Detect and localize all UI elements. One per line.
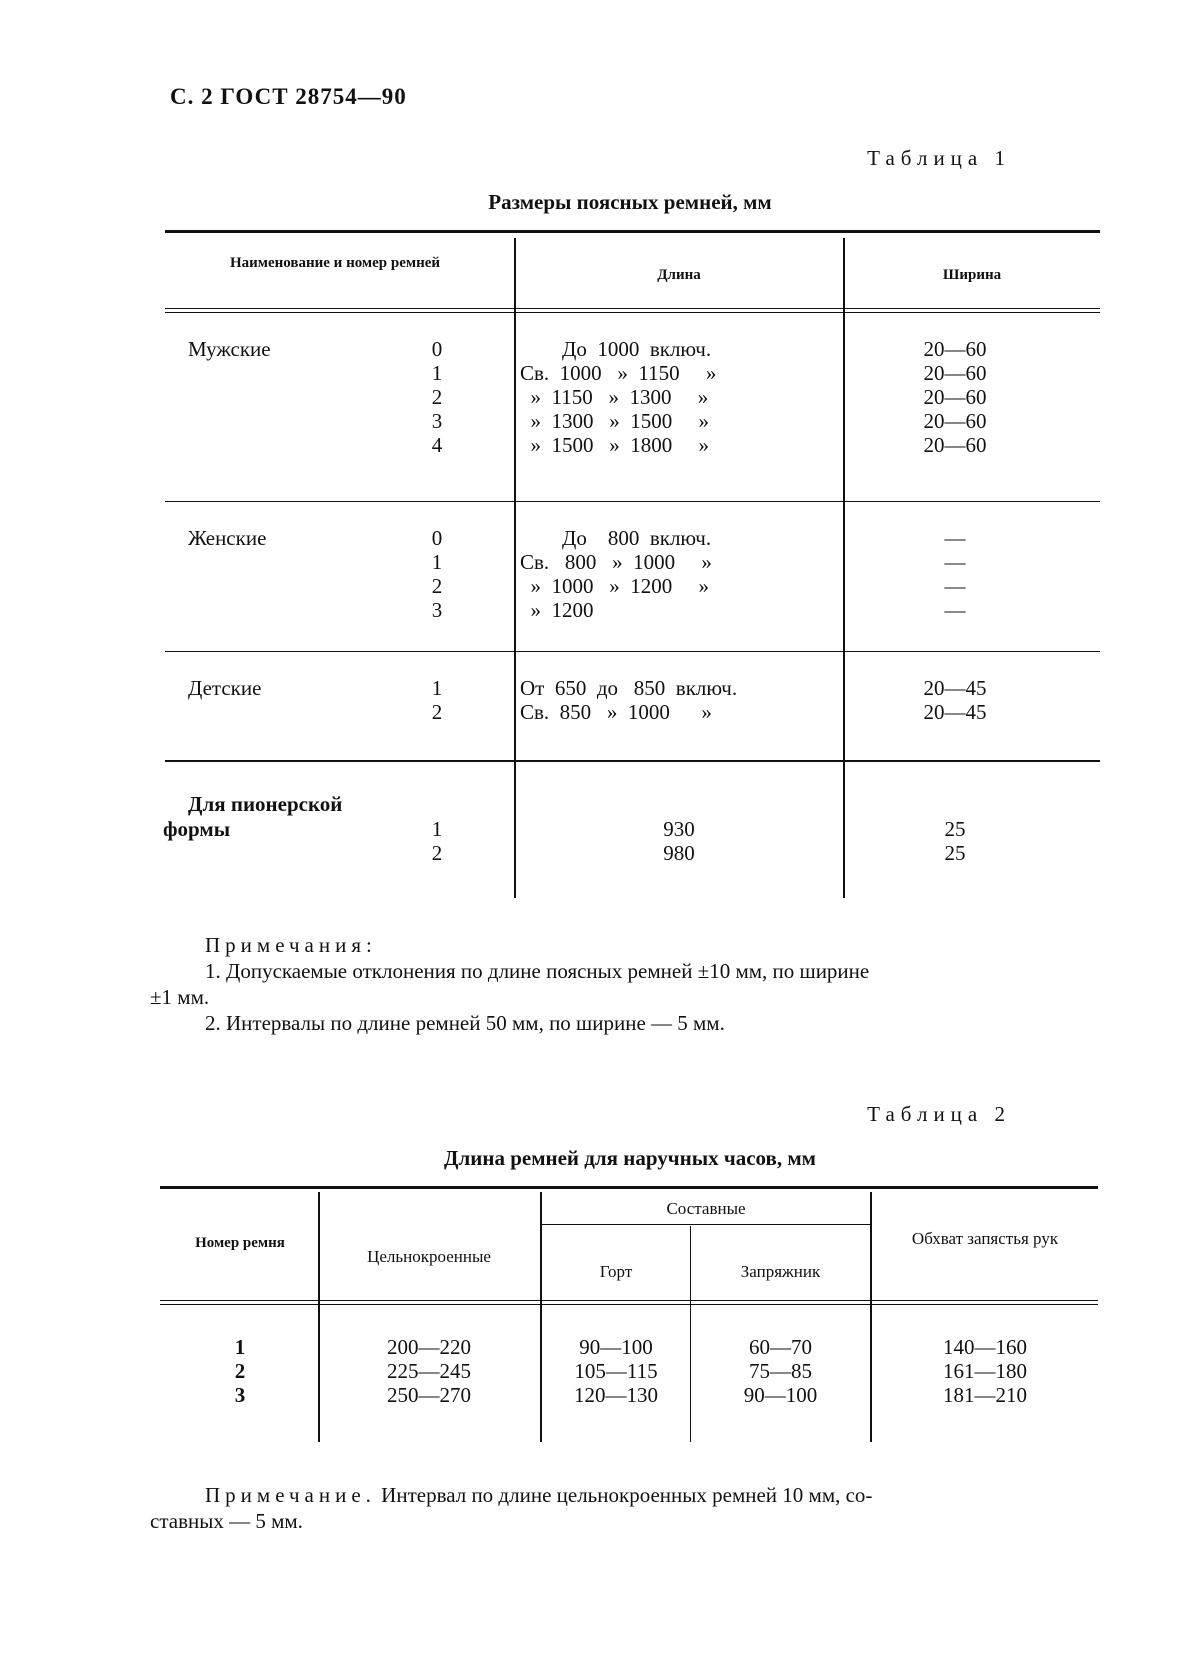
table2-header-number: Номер ремня (195, 1235, 285, 1251)
row-wrist: 161—180 (943, 1359, 1027, 1383)
group-widths-mens (900, 337, 1010, 457)
table1-col-divider (843, 238, 845, 898)
table2-header-gort: Горт (599, 1262, 633, 1281)
table1-row-divider (165, 651, 1100, 652)
row-solid: 225—245 (387, 1359, 471, 1383)
row-number: 3 (431, 409, 443, 433)
row-zapr: 90—100 (743, 1383, 818, 1407)
row-width: 25 (944, 841, 966, 865)
table1-row-divider (165, 760, 1100, 762)
row-number: 1 (431, 361, 443, 385)
row-length: Св. 800 » 1000 » (520, 550, 712, 574)
row-length: Св. 850 » 1000 » (520, 700, 712, 724)
table2-header-wrist: Обхват запястья рук (911, 1229, 1059, 1248)
row-solid: 250—270 (387, 1383, 471, 1407)
table1-header-width: Ширина (942, 267, 1002, 283)
row-length: От 650 до 850 включ. (520, 676, 738, 700)
row-zapr: 60—70 (749, 1335, 812, 1359)
row-gort: 105—115 (574, 1359, 658, 1383)
table2-top-rule (160, 1186, 1098, 1189)
table2-col-divider (690, 1226, 691, 1442)
row-length: » 1000 » 1200 » (520, 574, 709, 598)
table2-col-numbers (165, 1335, 315, 1407)
table2-note (150, 1482, 1100, 1534)
group-name-kids: Детские (188, 676, 262, 700)
group-widths-pioneer (900, 817, 1010, 865)
group-name-mens: Мужские (188, 337, 271, 361)
table2-col-zapr (691, 1335, 870, 1407)
note-text-continued: ставных — 5 мм. (150, 1509, 303, 1533)
group-widths-kids (900, 676, 1010, 724)
group-name-pioneer-line1: Для пионерской (188, 792, 343, 816)
table1-row-divider (165, 501, 1100, 502)
note-1: 1. Допускаемые отклонения по длине поясных ремней ±10 мм, по ширине (205, 959, 870, 983)
row-width: 20—45 (923, 676, 987, 700)
row-width: 20—60 (923, 337, 987, 361)
row-width: — (944, 526, 966, 550)
row-number: 1 (431, 550, 443, 574)
row-width: 20—45 (923, 700, 987, 724)
group-numbers-pioneer (422, 817, 452, 865)
table1-notes (150, 932, 1100, 1036)
group-numbers-mens (422, 337, 452, 457)
group-lengths-pioneer (516, 817, 842, 865)
row-width: 20—60 (923, 433, 987, 457)
note-title: Примечание. (205, 1483, 376, 1507)
row-length: 980 (663, 841, 695, 865)
row-number: 0 (431, 337, 443, 361)
table1-label: Таблица 1 (867, 146, 1011, 170)
group-numbers-kids (422, 676, 452, 724)
table2-header-zapr: Запряжник (740, 1262, 821, 1281)
row-number: 4 (431, 433, 443, 457)
table2-composite-rule (542, 1224, 870, 1225)
row-length: 930 (663, 817, 695, 841)
table2-header-composite: Составные (666, 1199, 746, 1218)
group-numbers-womens (422, 526, 452, 622)
row-wrist: 181—210 (943, 1383, 1027, 1407)
note-1-continued: ±1 мм. (150, 985, 210, 1009)
row-length: » 1200 (520, 598, 594, 622)
group-lengths-womens (520, 526, 712, 622)
table1-top-rule (165, 230, 1100, 233)
row-number: 0 (431, 526, 443, 550)
row-length: До 800 включ. (520, 526, 712, 550)
row-width: — (944, 550, 966, 574)
row-solid: 200—220 (387, 1335, 471, 1359)
table2-header-solid: Цельнокроенные (367, 1247, 491, 1266)
table2-col-wrist (872, 1335, 1098, 1407)
row-number: 1 (234, 1335, 246, 1359)
table2-col-solid (320, 1335, 538, 1407)
row-number: 3 (431, 598, 443, 622)
row-gort: 90—100 (579, 1335, 653, 1359)
row-wrist: 140—160 (943, 1335, 1027, 1359)
table2-head-rule-a (160, 1300, 1098, 1301)
row-number: 1 (431, 676, 443, 700)
table1-col-divider (514, 238, 516, 898)
row-number: 1 (431, 817, 443, 841)
table2-col-gort (542, 1335, 690, 1407)
group-lengths-kids (520, 676, 737, 724)
table2-head-rule-b (160, 1304, 1098, 1305)
row-number: 2 (431, 841, 443, 865)
row-width: 20—60 (923, 385, 987, 409)
table2-label: Таблица 2 (867, 1102, 1011, 1126)
row-length: Св. 1000 » 1150 » (520, 361, 717, 385)
group-lengths-mens (520, 337, 716, 457)
note-text: Интервал по длине цельнокроенных ремней 10 мм, со- (381, 1483, 873, 1507)
row-length: До 1000 включ. (520, 337, 712, 361)
row-length: » 1300 » 1500 » (520, 409, 709, 433)
table1-head-rule-b (165, 312, 1100, 313)
row-width: — (944, 598, 966, 622)
table2-caption: Длина ремней для наручных часов, мм (444, 1146, 816, 1170)
table1-header-length: Длина (657, 267, 701, 283)
row-width: 25 (944, 817, 966, 841)
row-gort: 120—130 (574, 1383, 658, 1407)
table1-header-name: Наименование и номер ремней (229, 255, 441, 271)
page-header: С. 2 ГОСТ 28754—90 (170, 84, 407, 109)
row-zapr: 75—85 (749, 1359, 812, 1383)
row-length: » 1150 » 1300 » (520, 385, 709, 409)
row-number: 3 (234, 1383, 246, 1407)
table1-head-rule-a (165, 308, 1100, 309)
row-width: 20—60 (923, 361, 987, 385)
group-name-womens: Женские (188, 526, 267, 550)
group-widths-womens (900, 526, 1010, 622)
note-2: 2. Интервалы по длине ремней 50 мм, по ширине — 5 мм. (205, 1011, 725, 1035)
group-name-pioneer-line2: формы (163, 817, 231, 841)
row-number: 2 (234, 1359, 246, 1383)
row-length: » 1500 » 1800 » (520, 433, 709, 457)
row-width: — (944, 574, 966, 598)
row-number: 2 (431, 700, 443, 724)
row-width: 20—60 (923, 409, 987, 433)
table1-caption: Размеры поясных ремней, мм (488, 190, 772, 214)
row-number: 2 (431, 574, 443, 598)
row-number: 2 (431, 385, 443, 409)
notes-title: Примечания: (205, 933, 377, 957)
